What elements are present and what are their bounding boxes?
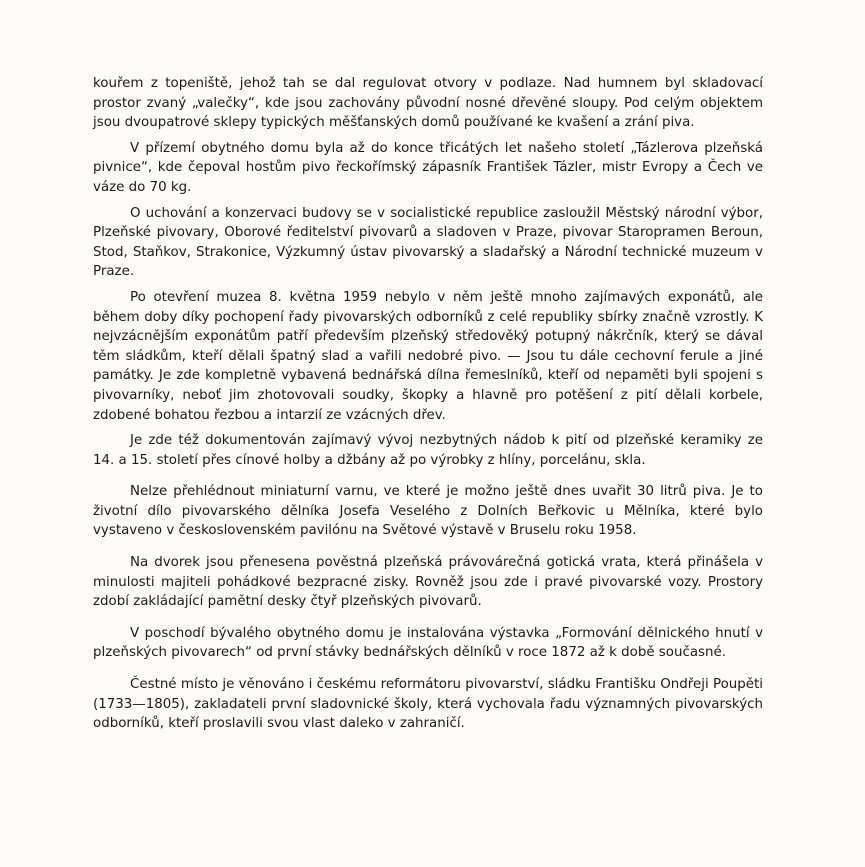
paragraph-6: Nelze přehlédnout miniaturní varnu, ve které je možno ještě dnes uvařit 30 litrů piva. Je to životní dílo pivovarského dělníka Josefa Veselého z Dolních Beřkovic u Mělníka, které bylo vystaveno v československém pavilónu na Světové výstavě v Bruselu roku 1958.: [93, 484, 763, 539]
paragraph-7: Na dvorek jsou přenesena pověstná plzeňská právovárečná gotická vrata, která přinášela v minulosti majiteli pohádkové bezpracné zisky. Rovněž jsou zde i pravé pivovarské vozy. Prostory zdobí zakládající pamětní desky čtyř plzeňských pivovarů.: [93, 555, 763, 610]
paragraph-8: V poschodí bývalého obytného domu je instalována výstavka „Formování dělnického hnutí v plzeňských pivovarech“ od první stávky bednářských dělníků v roce 1872 až k době současné.: [93, 625, 763, 661]
paragraph-9: Čestné místo je věnováno i českému reformátoru pivovarství, sládku Františku Ondřeji Poupěti (1733—1805), zakladateli první sladovnické školy, která vychovala řadu významných pivovarských odborníků, kteří proslavili svou vlast daleko v zahraničí.: [93, 677, 763, 732]
paragraph-3: O uchování a konzervaci budovy se v socialistické republice zasloužil Městský národní výbor, Plzeňské pivovary, Oborové ředitelství pivovarů a sladoven v Praze, pivovar Staropramen Beroun, Stod, Staňkov, Strakonice, Výzkumný ústav pivovarský a sladařský a Národní technické muzeum v Praze.: [93, 205, 763, 280]
paragraph-2: V přízemí obytného domu byla až do konce třicátých let našeho století „Tázlerova plzeňská pivnice“, kde čepoval hostům pivo řeckořímský zápasník František Tázler, mistr Evropy a Čech ve váze do 70 kg.: [93, 140, 763, 195]
paragraph-4: Po otevření muzea 8. května 1959 nebylo v něm ještě mnoho zajímavých exponátů, ale během doby díky pochopení řady pivovarských odborníků z celé republiky sbírky značně vzrostly. K nejvzácnějším exponátům patří především plzeňský středověký potupný nákrčník, který se dával těm sládkům, kteří dělali špatný slad a vařili nedobré pivo. — Jsou tu dále cechovní ferule a jiné památky. Je zde kompletně vybavená bednářská dílna řemeslníků, kteří od nepaměti byli spojeni s pivovarníky, neboť jim zhotovovali soudky, škopky a hlavně pro potěšení z pití dělali korbele, zdobené bohatou řezbou a intarzií ze vzácných dřev.: [93, 289, 763, 423]
body-text: [93, 74, 763, 740]
paragraph-5: Je zde též dokumentován zajímavý vývoj nezbytných nádob k pití od plzeňské keramiky ze 14. a 15. století přes cínové holby a džbány až po výrobky z hlíny, porcelánu, skla.: [93, 433, 763, 468]
paragraph-1: kouřem z topeniště, jehož tah se dal regulovat otvory v podlaze. Nad humnem byl skladovací prostor zvaný „valečky“, kde jsou zachovány původní nosné dřevěné sloupy. Pod celým objektem jsou dvoupatrové sklepy typických měšťanských domů používané ke kvašení a zrání piva.: [93, 76, 763, 131]
